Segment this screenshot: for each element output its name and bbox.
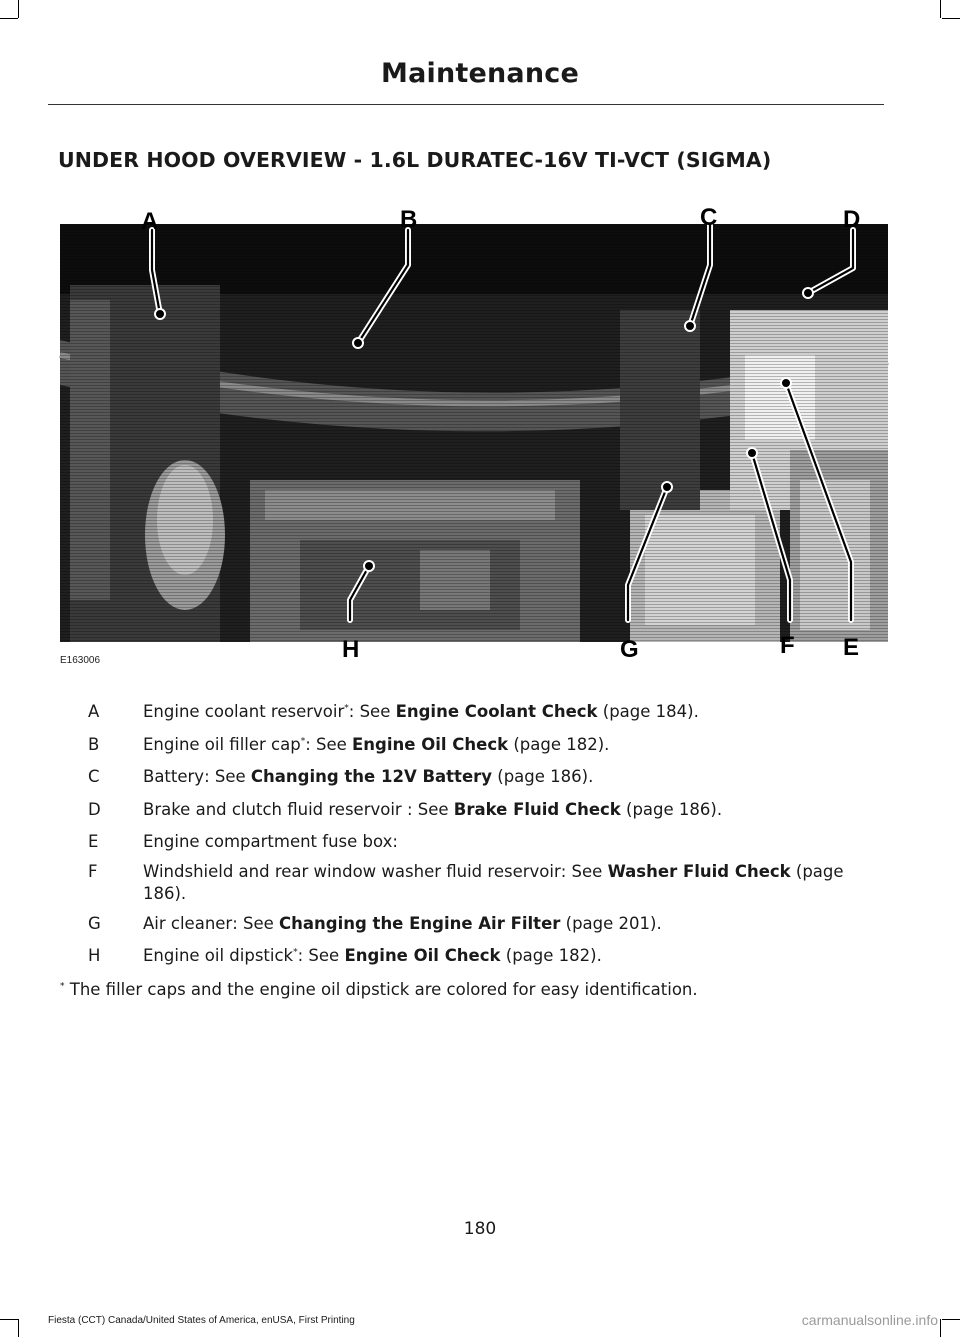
callout-label-f: F [780,632,795,659]
cross-reference-link[interactable]: Engine Oil Check [352,735,509,754]
asterisk-marker: * [344,703,349,714]
cross-reference-link[interactable]: Changing the Engine Air Filter [279,914,561,933]
legend-description [143,734,883,756]
engine-bay-figure [0,190,900,680]
crop-mark [940,0,941,18]
crop-mark [0,18,18,19]
legend-see-text: : See [348,702,396,721]
legend-description [143,861,883,905]
legend-see-text: : See [305,735,353,754]
footnote-text: The filler caps and the engine oil dipstick are colored for easy identification. [64,980,698,999]
legend-item-name: Engine compartment fuse box: [143,832,398,851]
page-header-title: Maintenance [381,58,579,89]
legend-letter: B [88,735,100,754]
legend-see-text: : See [560,862,608,881]
page-reference: (page 186). [492,767,594,786]
footnote-marker: * [60,981,65,992]
legend-see-text: : See [406,800,454,819]
crop-mark [0,1319,18,1320]
legend-description [143,913,883,935]
legend-see-text: : See [297,946,345,965]
legend-see-text: : See [232,914,280,933]
legend-letter: D [88,800,101,819]
legend-see-text: : See [204,767,251,786]
legend-item-name: Brake and clutch fluid reservoir [143,800,407,819]
crop-mark [942,18,960,19]
crop-mark [18,0,19,18]
callout-label-c: C [700,204,718,231]
cross-reference-link[interactable]: Washer Fluid Check [607,862,791,881]
footnote [60,980,698,999]
cross-reference-link[interactable]: Engine Oil Check [344,946,501,965]
footer-edition: Fiesta (CCT) Canada/United States of America, enUSA, First Printing [48,1315,355,1326]
legend-item-name: Engine oil dipstick [143,946,294,965]
legend-letter: C [88,767,100,786]
legend-letter: F [88,862,98,881]
callout-label-e: E [843,634,860,661]
cross-reference-link[interactable]: Engine Coolant Check [395,702,598,721]
watermark: carmanualsonline.info [801,1312,938,1328]
header-divider [48,104,884,105]
page-reference: (page 182). [508,735,610,754]
page-reference: (page 182). [500,946,602,965]
legend-letter: A [88,702,100,721]
engine-bay-illustration [0,190,900,680]
legend-item-name: Battery [143,767,205,786]
legend-description [143,799,883,821]
page-reference: (page 184). [597,702,699,721]
section-title: UNDER HOOD OVERVIEW - 1.6L DURATEC-16V TI-VCT (SIGMA) [58,148,772,172]
asterisk-marker: * [293,947,298,958]
cross-reference-link[interactable]: Brake Fluid Check [453,800,621,819]
callout-label-g: G [620,636,639,663]
legend-item-name: Engine oil filler cap [143,735,301,754]
crop-mark [940,1319,941,1337]
page-number: 180 [463,1219,497,1239]
page-reference: (page 201). [560,914,662,933]
legend-item-name: Engine coolant reservoir [143,702,345,721]
legend-description [143,945,883,967]
legend-description [143,701,883,723]
page-reference: (page 186). [143,862,844,903]
legend-item-name: Windshield and rear window washer fluid reservoir [143,862,561,881]
cross-reference-link[interactable]: Changing the 12V Battery [250,767,493,786]
crop-mark [18,1319,19,1337]
crop-mark [942,1319,960,1320]
legend-item-name: Air cleaner [143,914,233,933]
image-reference-code: E163006 [60,655,101,666]
asterisk-marker: * [300,736,306,747]
legend-description [143,766,883,788]
callout-label-d: D [843,206,861,233]
callout-label-a: A [141,208,159,235]
callout-label-b: B [400,206,418,233]
legend-letter: E [88,832,99,851]
legend-letter: H [88,946,101,965]
page-reference: (page 186). [620,800,723,819]
callout-label-h: H [342,636,360,663]
legend-description [143,831,883,853]
legend-letter: G [88,914,101,933]
